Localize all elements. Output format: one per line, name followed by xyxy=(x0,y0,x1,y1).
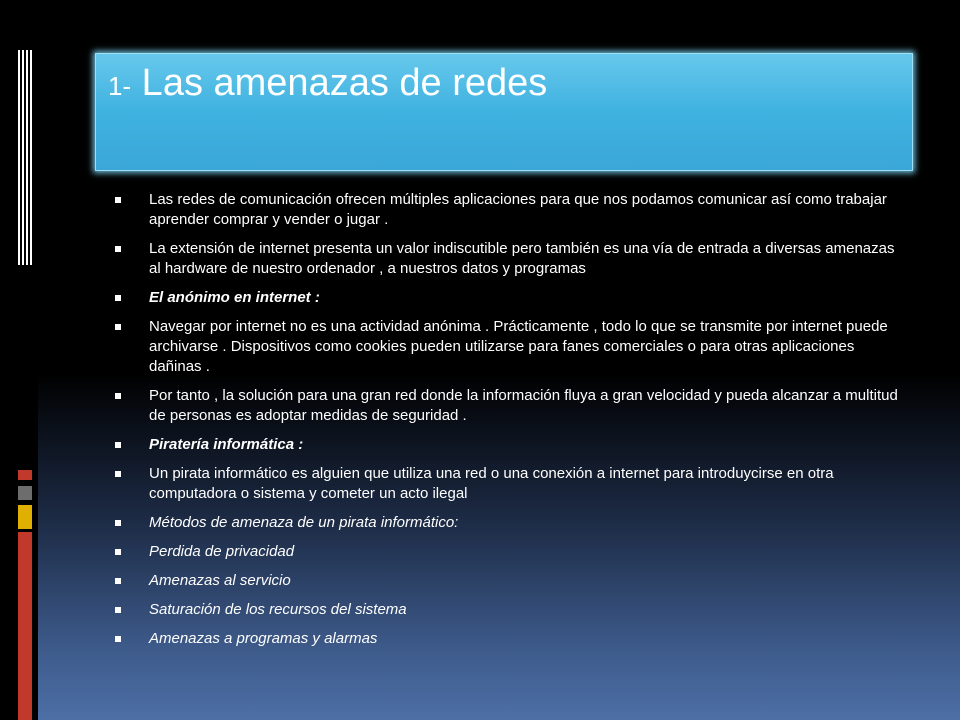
list-item xyxy=(115,542,905,562)
square-bullet-icon xyxy=(115,578,121,584)
list-item xyxy=(115,317,905,377)
bullet-text: Amenazas a programas y alarmas xyxy=(149,630,378,647)
list-item xyxy=(115,600,905,620)
decorative-bar-red xyxy=(18,532,32,720)
bullet-text: Por tanto , la solución para una gran red donde la información fluya a gran velocidad y pueda alcanzar a multitud de personas es adoptar medidas de seguridad . xyxy=(149,387,898,424)
decorative-bar-yellow xyxy=(18,505,32,529)
bullet-text: La extensión de internet presenta un valor indiscutible pero también es una vía de entrada a diversas amenazas al hardware de nuestro ordenador , a nuestros datos y programas xyxy=(149,240,895,277)
bullet-list xyxy=(115,190,905,658)
square-bullet-icon xyxy=(115,246,121,252)
square-bullet-icon xyxy=(115,295,121,301)
square-bullet-icon xyxy=(115,442,121,448)
bullet-text: Amenazas al servicio xyxy=(149,572,291,589)
list-item xyxy=(115,190,905,230)
bullet-text: Perdida de privacidad xyxy=(149,543,295,560)
square-bullet-icon xyxy=(115,549,121,555)
list-item xyxy=(115,513,905,533)
decorative-bar-red-small xyxy=(18,470,32,480)
bullet-text: El anónimo en internet : xyxy=(149,289,320,306)
square-bullet-icon xyxy=(115,520,121,526)
list-item xyxy=(115,386,905,426)
title-number: 1- xyxy=(108,71,132,101)
square-bullet-icon xyxy=(115,197,121,203)
bullet-text: Saturación de los recursos del sistema xyxy=(149,601,407,618)
list-item xyxy=(115,464,905,504)
square-bullet-icon xyxy=(115,607,121,613)
bullet-text: Las redes de comunicación ofrecen múltiples aplicaciones para que nos podamos comunicar así como trabajar aprender comprar y vender o jugar . xyxy=(149,191,887,228)
decorative-bar-gray xyxy=(18,486,32,500)
slide-title xyxy=(108,62,547,105)
square-bullet-icon xyxy=(115,393,121,399)
bullet-text: Un pirata informático es alguien que utiliza una red o una conexión a internet para introduycirse en otra computadora o sistema y cometer un acto ilegal xyxy=(149,465,834,502)
decorative-bar-striped xyxy=(18,50,32,265)
list-item xyxy=(115,239,905,279)
list-item xyxy=(115,629,905,649)
list-item xyxy=(115,435,905,455)
bullet-text: Navegar por internet no es una actividad anónima . Prácticamente , todo lo que se transmite por internet puede archivarse . Dispositivos como cookies pueden utilizarse para fanes comerciales o para otras aplicaciones dañinas . xyxy=(149,318,888,375)
list-item xyxy=(115,288,905,308)
list-item xyxy=(115,571,905,591)
bullet-text: Métodos de amenaza de un pirata informático: xyxy=(149,514,459,531)
title-text: Las amenazas de redes xyxy=(131,62,548,104)
square-bullet-icon xyxy=(115,636,121,642)
square-bullet-icon xyxy=(115,471,121,477)
bullet-text: Piratería informática : xyxy=(149,436,304,453)
square-bullet-icon xyxy=(115,324,121,330)
